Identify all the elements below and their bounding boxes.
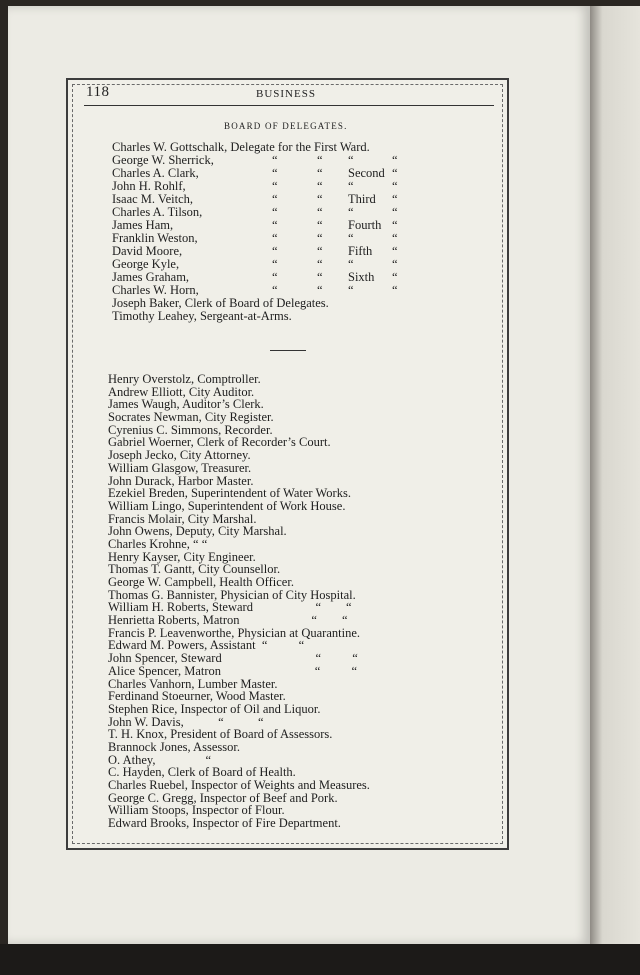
ward-label: “ — [348, 205, 354, 219]
ward-label: Second — [348, 166, 385, 180]
ditto-mark: “ — [392, 153, 398, 167]
ward-label: “ — [348, 179, 354, 193]
list-item: Andrew Elliott, City Auditor. — [108, 384, 255, 399]
ditto-mark: “ — [272, 283, 278, 297]
delegate-name: James Graham, — [112, 270, 190, 284]
ditto-mark: “ — [317, 244, 323, 258]
ditto-mark: “ — [392, 231, 398, 245]
ditto-mark: “ — [392, 166, 398, 180]
ditto-mark: “ — [392, 244, 398, 258]
ditto-mark: “ — [272, 179, 278, 193]
ditto-mark: “ — [317, 205, 323, 219]
ditto-mark: “ — [317, 231, 323, 245]
ditto-mark: “ — [317, 257, 323, 271]
list-item: George W. Campbell, Health Officer. — [108, 575, 294, 589]
list-item: Socrates Newman, City Register. — [108, 410, 274, 425]
list-item: Henry Kayser, City Engineer. — [108, 549, 256, 564]
ditto-mark: “ — [392, 257, 398, 271]
ditto-mark: “ — [272, 218, 278, 232]
ditto-mark: “ — [317, 166, 323, 180]
list-item: Francis P. Leavenworthe, Physician at Quarantine. — [108, 625, 361, 640]
list-item: John Owens, Deputy, City Marshal. — [108, 524, 287, 539]
scan-background — [0, 944, 640, 975]
ditto-mark: “ — [317, 153, 323, 167]
list-item: Alice Spencer, Matron “ “ — [108, 663, 358, 678]
ditto-mark: “ — [317, 179, 323, 193]
list-item: Cyrenius C. Simmons, Recorder. — [108, 422, 273, 437]
delegate-name: Charles A. Clark, — [112, 166, 199, 180]
list-item: John Spencer, Steward “ “ — [108, 651, 358, 666]
officers-list — [108, 373, 498, 830]
list-item: Joseph Jecko, City Attorney. — [108, 448, 251, 463]
list-item: Henrietta Roberts, Matron “ “ — [108, 613, 348, 628]
delegate-name: Charles W. Horn, — [112, 283, 199, 297]
ward-label: “ — [348, 257, 354, 271]
ditto-mark: “ — [272, 257, 278, 271]
delegate-name: Charles W. Gottschalk, Delegate for the First Ward. — [112, 140, 370, 154]
section-title: BOARD OF DELEGATES. — [224, 121, 348, 131]
list-item: George C. Gregg, Inspector of Beef and Pork. — [108, 790, 338, 805]
list-item: Henry Overstolz, Comptroller. — [108, 372, 261, 386]
delegate-name: Isaac M. Veitch, — [112, 192, 193, 206]
delegates-list — [112, 141, 492, 323]
ditto-mark: “ — [272, 192, 278, 206]
list-item: Ferdinand Stoeurner, Wood Master. — [108, 689, 286, 704]
ditto-mark: “ — [272, 153, 278, 167]
list-item: O. Athey, “ — [108, 752, 211, 767]
ward-label: Fourth — [348, 218, 382, 232]
list-item: Edward Brooks, Inspector of Fire Department. — [108, 816, 341, 831]
ditto-mark: “ — [392, 283, 398, 297]
book-page-right-edge — [590, 6, 640, 944]
ditto-mark: “ — [272, 205, 278, 219]
ditto-mark: “ — [392, 218, 398, 232]
ditto-mark: “ — [317, 270, 323, 284]
list-item: William H. Roberts, Steward “ “ — [108, 600, 352, 615]
list-item: Edward M. Powers, Assistant “ “ — [108, 638, 305, 653]
section-divider — [270, 350, 306, 351]
list-item: Brannock Jones, Assessor. — [108, 739, 240, 754]
list-item: Charles Krohne, “ “ — [108, 536, 208, 551]
list-item — [112, 284, 492, 297]
delegate-name: John H. Rohlf, — [112, 179, 186, 193]
ditto-mark: “ — [272, 166, 278, 180]
ditto-mark: “ — [272, 270, 278, 284]
list-item: John W. Davis, “ “ — [108, 714, 264, 729]
delegate-name: George W. Sherrick, — [112, 153, 214, 167]
ward-label: Sixth — [348, 270, 375, 284]
list-item: C. Hayden, Clerk of Board of Health. — [108, 765, 296, 780]
list-item: Francis Molair, City Marshal. — [108, 511, 257, 526]
list-item: Ezekiel Breden, Superintendent of Water Works. — [108, 486, 351, 501]
ward-label: “ — [348, 153, 354, 167]
ditto-mark: “ — [272, 244, 278, 258]
list-item: William Glasgow, Treasurer. — [108, 460, 252, 475]
ditto-mark: “ — [392, 270, 398, 284]
list-item: Stephen Rice, Inspector of Oil and Liquor. — [108, 701, 321, 716]
list-item: James Waugh, Auditor’s Clerk. — [108, 397, 264, 412]
ditto-mark: “ — [392, 179, 398, 193]
ward-label: “ — [348, 283, 354, 297]
list-item: T. H. Knox, President of Board of Assessors. — [108, 727, 333, 742]
list-item: John Durack, Harbor Master. — [108, 473, 254, 488]
delegate-name: Charles A. Tilson, — [112, 205, 203, 219]
list-item: Thomas G. Bannister, Physician of City Hospital. — [108, 587, 356, 602]
ditto-mark: “ — [317, 218, 323, 232]
list-item: William Lingo, Superintendent of Work House. — [108, 498, 346, 513]
ditto-mark: “ — [317, 192, 323, 206]
ward-label: Third — [348, 192, 376, 206]
ward-label: Fifth — [348, 244, 373, 258]
page-number: 118 — [86, 84, 110, 100]
ditto-mark: “ — [272, 231, 278, 245]
delegate-name: George Kyle, — [112, 257, 180, 271]
sergeant-line: Timothy Leahey, Sergeant-at-Arms. — [112, 309, 292, 323]
list-item: William Stoops, Inspector of Flour. — [108, 803, 285, 818]
delegate-name: David Moore, — [112, 244, 183, 258]
running-head: BUSINESS — [256, 88, 316, 100]
ditto-mark: “ — [392, 192, 398, 206]
delegate-name: Franklin Weston, — [112, 231, 198, 245]
ward-label: “ — [348, 231, 354, 245]
ditto-mark: “ — [392, 205, 398, 219]
delegate-name: James Ham, — [112, 218, 174, 232]
clerk-line: Joseph Baker, Clerk of Board of Delegates. — [112, 296, 329, 310]
header-rule — [84, 105, 494, 106]
list-item: Charles Vanhorn, Lumber Master. — [108, 676, 278, 691]
list-item: Gabriel Woerner, Clerk of Recorder’s Court. — [108, 435, 331, 450]
list-item: Thomas T. Gantt, City Counsellor. — [108, 562, 281, 577]
ditto-mark: “ — [317, 283, 323, 297]
list-item: Charles Ruebel, Inspector of Weights and Measures. — [108, 778, 370, 792]
